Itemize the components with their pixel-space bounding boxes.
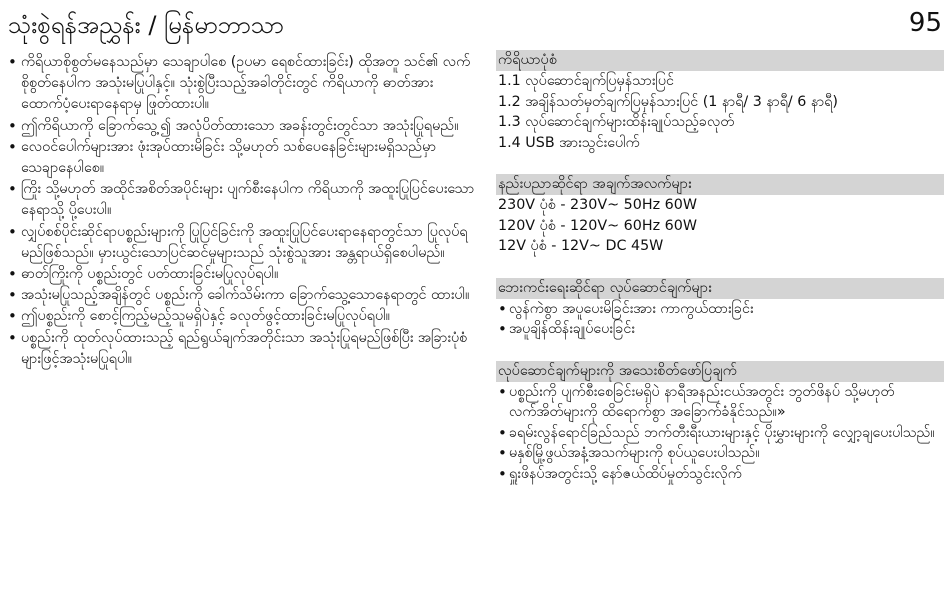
list-item: 12V ပုံစံ - 12V~ DC 45W bbox=[498, 238, 664, 254]
safety-functions-section bbox=[496, 278, 944, 340]
list-item: • ဓာတ်ကြိုးကို ပစ္စည်းတွင် ပတ်ထားခြင်းမပြုလုပ်ရပါ။ bbox=[8, 264, 476, 285]
spec-column bbox=[496, 50, 944, 505]
list-item: • လျှပ်စစ်ပိုင်းဆိုင်ရာပစ္စည်းများကို ပြုပြင်ခြင်းကို အထူးပြုပြင်ပေးရာနေရာတွင်သာ ပြုလုပ်ရမည်ဖြစ်သည်။ မှားယွင်းသောပြင်ဆင်မှုများသည် သုံးစွဲသူအား အန္တရာယ်ရှိစေပါမည်။ bbox=[8, 222, 476, 264]
section-heading: ကိရိယာပုံစံ bbox=[496, 50, 944, 71]
list-item: • လေဝင်ပေါက်များအား ဖုံးအုပ်ထားမိခြင်း သို့မဟုတ် သစ်ပေနေခြင်းများမရှိသည်မှာ သေချာနေပါစေ။ bbox=[8, 137, 476, 179]
list-item: • ခရမ်းလွန်ရောင်ခြည်သည် ဘက်တီးရီးယားများနှင့် ပိုးမွှားများကို လျှော့ချပေးပါသည်။ bbox=[496, 423, 944, 444]
list-item: 120V ပုံစံ - 120V~ 60Hz 60W bbox=[498, 217, 697, 234]
safety-notes-list bbox=[8, 52, 476, 370]
list-item: • ဤပစ္စည်းကို စောင့်ကြည့်မည့်သူမရှိပဲနှင့် ခလုတ်ဖွင့်ထားခြင်းမပြုလုပ်ရပါ။ bbox=[8, 306, 476, 327]
section-heading: ဘေးကင်းရေးဆိုင်ရာ လုပ်ဆောင်ချက်များ bbox=[496, 278, 944, 299]
safety-functions-list bbox=[496, 299, 944, 340]
list-item: • ဤကိရိယာကို ခြောက်သွေ့၍ အလုံပိတ်ထားသော အခန်းတွင်းတွင်သာ အသုံးပြုရမည်။ bbox=[8, 116, 476, 137]
list-item: • အသုံးမပြုသည့်အချိန်တွင် ပစ္စည်းကို ခေါက်သိမ်းကာ ခြောက်သွေ့သောနေရာတွင် ထားပါ။ bbox=[8, 285, 476, 306]
power-models-list bbox=[496, 195, 944, 257]
list-item: • ရှူးဖိနပ်အတွင်းသို့ နော်ဇယ်ထိပ်မှုတ်သွင်းလိုက် bbox=[496, 464, 944, 485]
list-item: 230V ပုံစံ - 230V~ 50Hz 60W bbox=[498, 197, 697, 213]
list-item: • လွန်ကဲစွာ အပူပေးမိခြင်းအား ကာကွယ်ထားခြင်း bbox=[496, 299, 944, 320]
list-item: • ကိရိယာစိုစွတ်မနေသည်မှာ သေချာပါစေ (ဥပမာ ရေစင်ထားခြင်း) ထိုအတူ သင်၏ လက်စိုစွတ်နေပါက အသုံးမပြုပါနှင့်။ သုံးစွဲပြီးသည့်အခါတိုင်းတွင် ကိရိယာကို ဓာတ်အားထောက်ပံ့ပေးရာနေရာမှ ဖြုတ်ထားပါ။ bbox=[8, 52, 476, 116]
safety-notes-column bbox=[8, 52, 476, 370]
power-info-section bbox=[496, 174, 944, 257]
function-details-list bbox=[496, 382, 944, 485]
device-diagram-section bbox=[496, 50, 944, 153]
list-item: • ပစ္စည်းကို ပျက်စီးစေခြင်းမရှိပဲ နာရီအနည်းငယ်အတွင်း ဘွတ်ဖိနပ် သို့မဟုတ် လက်အိတ်များကို ထိရောက်စွာ အခြောက်ခံနိုင်သည်။» bbox=[496, 382, 944, 423]
page-header bbox=[8, 4, 944, 44]
list-item: 1.1 လုပ်ဆောင်ချက်ပြမှန်သားပြင် bbox=[498, 73, 674, 89]
section-heading: လုပ်ဆောင်ချက်များကို အသေးစိတ်ဖော်ပြချက် bbox=[496, 361, 944, 382]
function-details-section bbox=[496, 361, 944, 485]
list-item: • အပူချိန်ထိန်းချုပ်ပေးခြင်း bbox=[496, 319, 944, 340]
list-item: • ပစ္စည်းကို ထုတ်လုပ်ထားသည့် ရည်ရွယ်ချက်အတိုင်းသာ အသုံးပြုရမည်ဖြစ်ပြီး အခြားပုံစံများဖြင့်အသုံးမပြုရပါ။ bbox=[8, 328, 476, 370]
list-item: 1.2 အချိန်သတ်မှတ်ချက်ပြမှန်သားပြင် (1 နာရီ/ 3 နာရီ/ 6 နာရီ) bbox=[498, 93, 838, 110]
device-parts-list bbox=[496, 71, 944, 153]
list-item: • ကြိုး သို့မဟုတ် အထိုင်အစိတ်အပိုင်းများ ပျက်စီးနေပါက ကိရိယာကို အထူးပြုပြင်ပေးသော နေရာသို့ ပို့ပေးပါ။ bbox=[8, 179, 476, 221]
list-item: • မနှစ်မြို့ဖွယ်အနံ့အသက်များကို စုပ်ယူပေးပါသည်။ bbox=[496, 443, 944, 464]
page-number: 95 bbox=[908, 8, 942, 38]
section-heading: နည်းပညာဆိုင်ရာ အချက်အလက်များ bbox=[496, 174, 944, 195]
page-title: သုံးစွဲရန်အညွှန်း / မြန်မာဘာသာ bbox=[8, 11, 284, 39]
list-item: 1.4 USB အားသွင်းပေါက် bbox=[498, 134, 640, 151]
list-item: 1.3 လုပ်ဆောင်ချက်များထိန်းချုပ်သည့်ခလုတ် bbox=[498, 114, 735, 130]
